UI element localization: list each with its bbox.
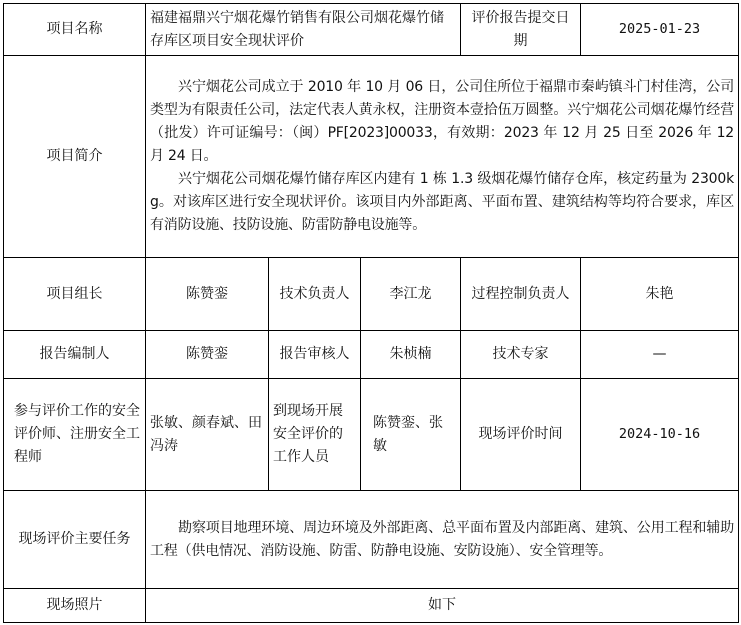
intro-paragraph-2: 兴宁烟花公司烟花爆竹储存库区内建有 1 栋 1.3 级烟花爆竹储存仓库，核定药量为 2300kg。对该库区进行安全现状评价。该项目内外部距离、平面布置、建筑结构等均符合要求，库区有消防设施、技防设施、防雷防静电设施等。	[150, 171, 735, 233]
process-lead-value: 朱艳	[581, 258, 739, 331]
process-lead-label: 过程控制负责人	[461, 258, 581, 331]
project-intro-value	[146, 56, 739, 258]
onsite-photos-value: 如下	[146, 589, 739, 623]
report-reviewer-value: 朱桢楠	[361, 331, 461, 379]
onsite-staff-value: 陈赞銮、张敏	[361, 379, 461, 491]
row-onsite-photos	[4, 589, 739, 623]
onsite-photos-label: 现场照片	[4, 589, 146, 623]
info-table	[3, 3, 739, 623]
submit-date-label: 评价报告提交日期	[461, 4, 581, 56]
report-author-value: 陈赞銮	[146, 331, 269, 379]
row-report	[4, 331, 739, 379]
project-intro-label: 项目简介	[4, 56, 146, 258]
onsite-tasks-text: 勘察项目地理环境、周边环境及外部距离、总平面布置及内部距离、建筑、公用工程和辅助工程（供电情况、消防设施、防雷、防静电设施、安防设施）、安全管理等。	[150, 519, 735, 559]
onsite-tasks-label: 现场评价主要任务	[4, 491, 146, 589]
evaluation-info-sheet	[3, 3, 738, 622]
onsite-time-label: 现场评价时间	[461, 379, 581, 491]
onsite-time-value: 2024-10-16	[581, 379, 739, 491]
report-author-label: 报告编制人	[4, 331, 146, 379]
onsite-tasks-value	[146, 491, 739, 589]
onsite-staff-label: 到现场开展安全评价的工作人员	[269, 379, 361, 491]
report-reviewer-label: 报告审核人	[269, 331, 361, 379]
evaluators-value: 张敏、颜春斌、田冯涛	[146, 379, 269, 491]
row-team	[4, 258, 739, 331]
project-name-value: 福建福鼎兴宁烟花爆竹销售有限公司烟花爆竹储存库区项目安全现状评价	[146, 4, 461, 56]
tech-lead-value: 李江龙	[361, 258, 461, 331]
tech-expert-value: —	[581, 331, 739, 379]
row-project-intro	[4, 56, 739, 258]
submit-date-value: 2025-01-23	[581, 4, 739, 56]
team-leader-label: 项目组长	[4, 258, 146, 331]
tech-expert-label: 技术专家	[461, 331, 581, 379]
evaluators-label: 参与评价工作的安全评价师、注册安全工程师	[4, 379, 146, 491]
intro-paragraph-1: 兴宁烟花公司成立于 2010 年 10 月 06 日，公司住所位于福鼎市秦屿镇斗门村佳湾，公司类型为有限责任公司，法定代表人黄永权，注册资本壹拾伍万圆整。兴宁烟花公司烟花爆竹经营（批发）许可证编号：（闽）PF[2023]00033，有效期：2023 年 12 月 25 日至 2026 年 12 月 24 日。	[150, 79, 735, 164]
row-project-name	[4, 4, 739, 56]
tech-lead-label: 技术负责人	[269, 258, 361, 331]
project-name-label: 项目名称	[4, 4, 146, 56]
team-leader-value: 陈赞銮	[146, 258, 269, 331]
row-onsite-tasks	[4, 491, 739, 589]
row-evaluators	[4, 379, 739, 491]
